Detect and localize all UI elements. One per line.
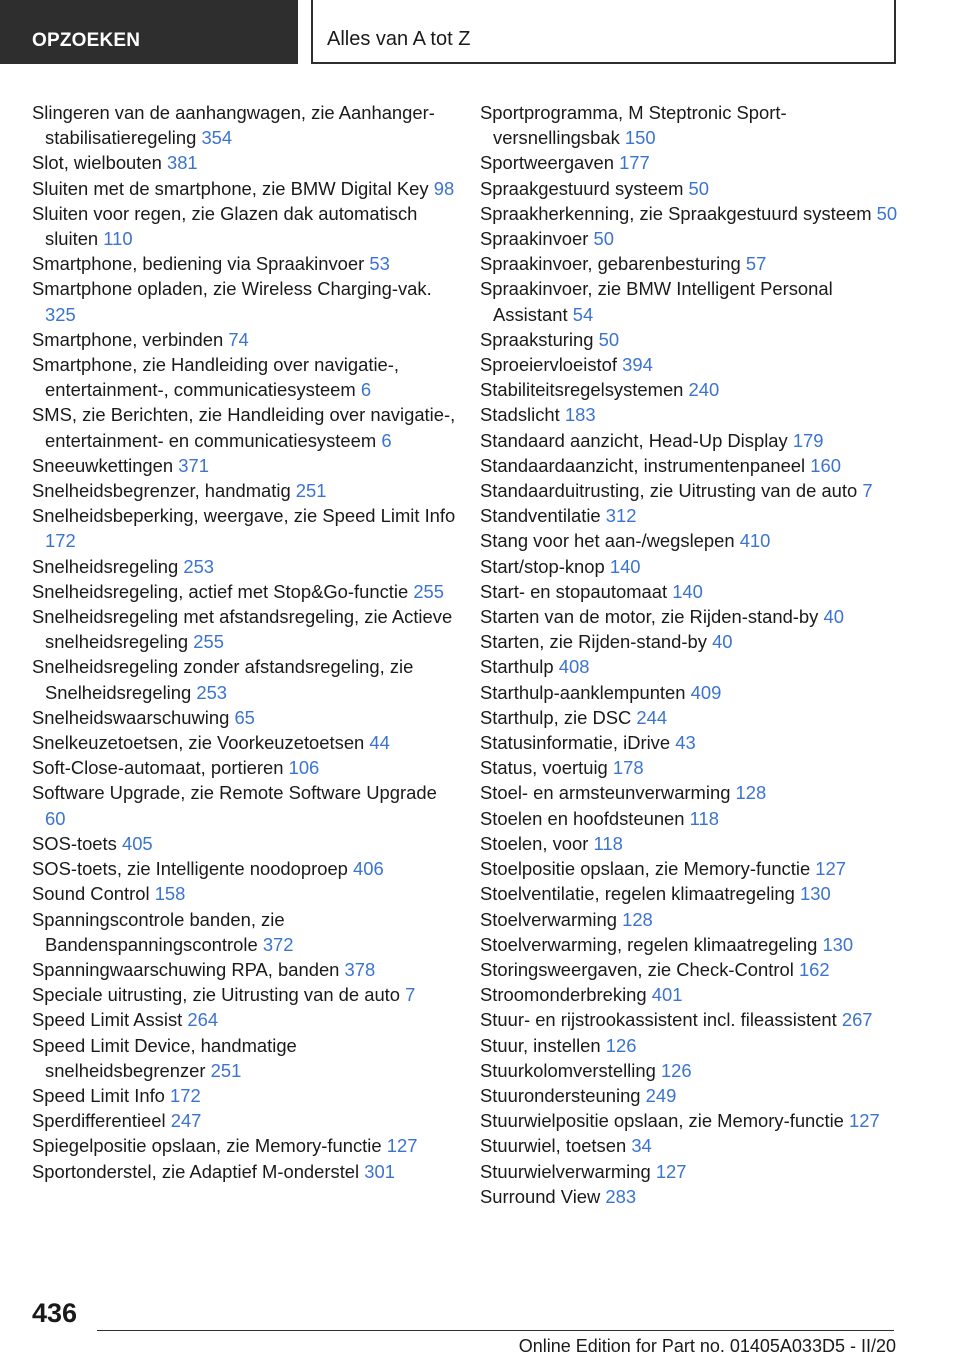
page-link[interactable]: 183 [564,404,596,426]
index-term: Stuurwiel, toetsen [480,1135,627,1157]
page-link[interactable]: 312 [605,505,637,527]
page-link[interactable]: 158 [154,883,186,905]
footer-divider [97,1330,894,1331]
index-term: Stoelventilatie, regelen klimaatregeling [480,883,795,905]
page-link[interactable]: 283 [605,1185,637,1207]
page-link[interactable]: 249 [645,1084,677,1106]
page-link[interactable]: 251 [210,1059,242,1081]
index-term: Snelheidsregeling [32,555,179,577]
page-link[interactable]: 409 [690,681,722,703]
index-entry [32,276,460,326]
index-term: Software Upgrade, zie Remote Software Upgrade [32,782,437,804]
index-entry [32,579,460,604]
index-term: Starthulp-aanklempunten [480,681,686,703]
index-entry [480,201,900,226]
page-link[interactable]: 405 [121,832,153,854]
page-link[interactable]: 381 [166,152,198,174]
index-entry [480,226,900,251]
page-link[interactable]: 34 [631,1135,652,1157]
index-entry [32,201,460,251]
index-entry [480,528,900,553]
page-link[interactable]: 127 [386,1135,418,1157]
page-link[interactable]: 98 [433,177,455,199]
index-term: Slot, wielbouten [32,152,162,174]
index-entry [32,453,460,478]
page-link[interactable]: 54 [572,303,594,325]
index-term: Stuur, instellen [480,1034,601,1056]
index-entry [480,680,900,705]
page-link[interactable]: 127 [849,1110,880,1132]
index-term: Slingeren van de aanhangwagen, zie Aanhanger-stabilisatieregeling [32,102,435,149]
page-link[interactable]: 255 [413,580,445,602]
index-term: Stoelen, voor [480,832,589,854]
page-link[interactable]: 177 [619,152,650,174]
index-term: Stuur- en rijstrookassistent incl. fileassistent [480,1009,837,1031]
index-term: Snelheidswaarschuwing [32,706,230,728]
page-link[interactable]: 240 [688,379,720,401]
page-link[interactable]: 410 [739,530,771,552]
page-link[interactable]: 371 [178,454,209,476]
page-link[interactable]: 7 [862,480,873,502]
index-entry [32,1133,460,1158]
page-link[interactable]: 126 [660,1059,692,1081]
page-link[interactable]: 394 [622,354,653,376]
index-term: Starthulp [480,656,554,678]
index-entry [32,352,460,402]
page-link[interactable]: 74 [228,328,249,350]
index-entry [480,654,900,679]
index-entry [480,780,900,805]
index-term: Sportweergaven [480,152,614,174]
index-entry [32,705,460,730]
index-term: Snelheidsbeperking, weergave, zie Speed Limit Info [32,505,456,527]
index-term: Snelheidsregeling, actief met Stop&Go-functie [32,580,409,602]
index-entry [32,1159,460,1184]
index-entry [480,1083,900,1108]
edition-info: Online Edition for Part no. 01405A033D5 - II/20 [518,1336,896,1356]
page-link[interactable]: 160 [810,454,841,476]
page-link[interactable]: 140 [672,580,703,602]
index-entry [480,806,900,831]
index-entry [480,554,900,579]
index-entry [32,251,460,276]
index-entry [480,428,900,453]
page-link[interactable]: 127 [655,1160,687,1182]
index-entry [480,1007,900,1032]
index-term: Sperdifferentieel [32,1110,166,1132]
index-term: Spraakinvoer, gebarenbesturing [480,253,741,275]
index-term: Spraaksturing [480,328,594,350]
chapter-title: Alles van A tot Z [311,0,896,64]
page-link[interactable]: 43 [675,732,696,754]
index-term: Spraakinvoer [480,228,589,250]
index-term: Sneeuwkettingen [32,454,174,476]
index-term: Spiegelpositie opslaan, zie Memory-functie [32,1135,382,1157]
page-link[interactable]: 244 [636,706,668,728]
page-link[interactable]: 178 [612,757,644,779]
index-term: Sportprogramma, M Steptronic Sport-versnellingsbak [480,102,787,149]
index-term: Spraakinvoer, zie BMW Intelligent Personal Assistant [480,278,833,325]
page-link[interactable]: 6 [381,429,392,451]
index-term: Stoelverwarming [480,908,617,930]
page-link[interactable]: 127 [815,858,846,880]
index-entry [480,327,900,352]
index-term: Start/stop-knop [480,555,605,577]
page-link[interactable]: 301 [364,1160,395,1182]
index-term: Statusinformatie, iDrive [480,732,671,754]
index-entry [480,881,900,906]
index-term: Stoel- en armsteunverwarming [480,782,731,804]
index-term: Starthulp, zie DSC [480,706,632,728]
index-entry [32,654,460,704]
index-term: Spraakgestuurd systeem [480,177,684,199]
index-term: Stoelverwarming, regelen klimaatregeling [480,933,818,955]
page-link[interactable]: 50 [593,228,614,250]
page-link[interactable]: 172 [170,1084,201,1106]
index-term: Spraakherkenning, zie Spraakgestuurd systeem [480,202,872,224]
index-entry [480,629,900,654]
page-link[interactable]: 53 [369,253,390,275]
index-term: Stroomonderbreking [480,984,647,1006]
index-term: Standaardaanzicht, instrumentenpaneel [480,454,806,476]
index-term: Stoelen en hoofdsteunen [480,807,685,829]
index-term: Smartphone, bediening via Spraakinvoer [32,253,365,275]
index-term: Starten van de motor, zie Rijden-stand-by [480,606,819,628]
index-entry [32,604,460,654]
page-link[interactable]: 253 [196,681,228,703]
index-entry [480,453,900,478]
page-link[interactable]: 50 [598,328,620,350]
index-term: Sportonderstel, zie Adaptief M-onderstel [32,1160,360,1182]
index-term: Soft-Close-automaat, portieren [32,757,284,779]
index-term: Spanningscontrole banden, zie Bandenspanningscontrole [32,908,285,955]
index-entry [32,1083,460,1108]
page-link[interactable]: 128 [735,782,767,804]
index-entry [480,251,900,276]
page-link[interactable]: 118 [593,832,623,854]
page-link[interactable]: 354 [201,127,233,149]
index-term: SOS-toets [32,832,117,854]
page-link[interactable]: 267 [841,1009,873,1031]
page-link[interactable]: 106 [288,757,320,779]
index-entry [32,402,460,452]
section-tab: OPZOEKEN [0,0,298,64]
page-link[interactable]: 172 [45,530,76,552]
page-link[interactable]: 6 [360,379,372,401]
index-entry [32,1007,460,1032]
index-entry [480,402,900,427]
index-entry [480,957,900,982]
page-link[interactable]: 44 [369,732,390,754]
index-entry [32,856,460,881]
index-term: SMS, zie Berichten, zie Handleiding over navigatie-, entertainment- en communicatiesysteem [32,404,456,451]
index-entry [32,176,460,201]
index-entry [32,831,460,856]
index-term: Starten, zie Rijden-stand-by [480,631,707,653]
page-link[interactable]: 128 [622,908,653,930]
page-link[interactable]: 372 [262,933,294,955]
index-entry [32,881,460,906]
index-term: Sound Control [32,883,150,905]
index-entry [480,276,900,326]
page-link[interactable]: 264 [187,1009,219,1031]
index-term: Speed Limit Device, handmatige snelheidsbegrenzer [32,1034,297,1081]
index-term: Standventilatie [480,505,601,527]
page-link[interactable]: 408 [558,656,590,678]
index-term: Snelheidsregeling zonder afstandsregeling, zie Snelheidsregeling [32,656,414,703]
page-link[interactable]: 253 [183,555,215,577]
index-term: Storingsweergaven, zie Check-Control [480,958,794,980]
index-entry [32,730,460,755]
index-entry [480,1159,900,1184]
index-term: Snelkeuzetoetsen, zie Voorkeuzetoetsen [32,732,365,754]
index-entry [480,352,900,377]
index-entry [480,478,900,503]
page-link[interactable]: 251 [295,480,327,502]
page-link[interactable]: 406 [353,858,384,880]
index-entry [480,1184,900,1209]
index-entry [480,831,900,856]
index-column-right [480,100,900,1209]
page-link[interactable]: 247 [170,1110,202,1132]
page-link[interactable]: 179 [792,429,824,451]
index-entry [480,705,900,730]
index-entry [480,377,900,402]
index-term: Speed Limit Info [32,1084,165,1106]
page-header [0,0,960,66]
index-entry [32,780,460,830]
page-number: 436 [32,1298,78,1328]
index-term: Spanningwaarschuwing RPA, banden [32,958,340,980]
page-link[interactable]: 110 [103,228,133,250]
page-link[interactable]: 40 [712,631,733,653]
index-entry [480,176,900,201]
index-term: Stang voor het aan-/wegslepen [480,530,735,552]
index-entry [480,1058,900,1083]
index-term: Start- en stopautomaat [480,580,668,602]
page-link[interactable]: 130 [800,883,831,905]
page-link[interactable]: 140 [609,555,641,577]
page-link[interactable]: 57 [745,253,767,275]
index-term: Stuurkolomverstelling [480,1059,656,1081]
index-entry [480,1033,900,1058]
index-term: Sluiten voor regen, zie Glazen dak automatisch sluiten [32,202,418,250]
index-term: Standaarduitrusting, zie Uitrusting van de auto [480,480,858,502]
index-term: Stuurwielverwarming [480,1160,651,1182]
index-column-left [32,100,460,1184]
index-entry [32,554,460,579]
index-entry [32,957,460,982]
index-term: Stuurwielpositie opslaan, zie Memory-functie [480,1110,844,1132]
index-entry [32,982,460,1007]
page-link[interactable]: 118 [689,807,719,829]
index-term: Stabiliteitsregelsystemen [480,379,684,401]
page-link[interactable]: 378 [344,958,376,980]
index-term: Snelheidsregeling met afstandsregeling, zie Actieve snelheidsregeling [32,606,453,653]
index-entry [480,100,900,150]
index-entry [480,1133,900,1158]
index-term: Speed Limit Assist [32,1009,183,1031]
index-entry [32,907,460,957]
index-term: Stuurondersteuning [480,1084,641,1106]
page-link[interactable]: 50 [876,202,898,224]
index-term: SOS-toets, zie Intelligente noodoproep [32,858,348,880]
index-entry [32,100,460,150]
index-entry [480,730,900,755]
index-entry [480,150,900,175]
index-term: Status, voertuig [480,757,608,779]
index-entry [32,327,460,352]
index-term: Snelheidsbegrenzer, handmatig [32,480,291,502]
page-link[interactable]: 60 [45,807,66,829]
index-entry [480,604,900,629]
index-entry [32,1108,460,1133]
page-link[interactable]: 162 [798,958,830,980]
index-entry [32,150,460,175]
index-term: Sluiten met de smartphone, zie BMW Digital Key [32,177,429,199]
index-entry [32,478,460,503]
page-link[interactable]: 150 [624,127,656,149]
index-entry [480,755,900,780]
index-entry [480,907,900,932]
index-term: Stoelpositie opslaan, zie Memory-functie [480,858,811,880]
index-term: Sproeiervloeistof [480,354,617,376]
index-entry [480,579,900,604]
index-entry [32,755,460,780]
index-entry [480,856,900,881]
index-entry [32,503,460,553]
index-entry [480,503,900,528]
page-link[interactable]: 126 [605,1034,637,1056]
page-link[interactable]: 40 [823,606,844,628]
page-link[interactable]: 130 [822,933,854,955]
page-link[interactable]: 50 [688,177,710,199]
index-entry [480,982,900,1007]
index-term: Stadslicht [480,404,560,426]
page-link[interactable]: 401 [651,984,683,1006]
page-link[interactable]: 255 [193,631,224,653]
page-link[interactable]: 325 [45,303,76,325]
page-link[interactable]: 7 [405,984,416,1006]
index-term: Smartphone, zie Handleiding over navigatie-, entertainment-, communicatiesysteem [32,354,400,401]
index-term: Standaard aanzicht, Head-Up Display [480,429,788,451]
page-link[interactable]: 65 [234,706,255,728]
index-entry [32,1033,460,1083]
index-term: Smartphone, verbinden [32,328,224,350]
index-term: Speciale uitrusting, zie Uitrusting van de auto [32,984,401,1006]
index-entry [480,1108,900,1133]
index-term: Surround View [480,1185,601,1207]
index-entry [480,932,900,957]
index-term: Smartphone opladen, zie Wireless Charging-vak. [32,278,432,300]
